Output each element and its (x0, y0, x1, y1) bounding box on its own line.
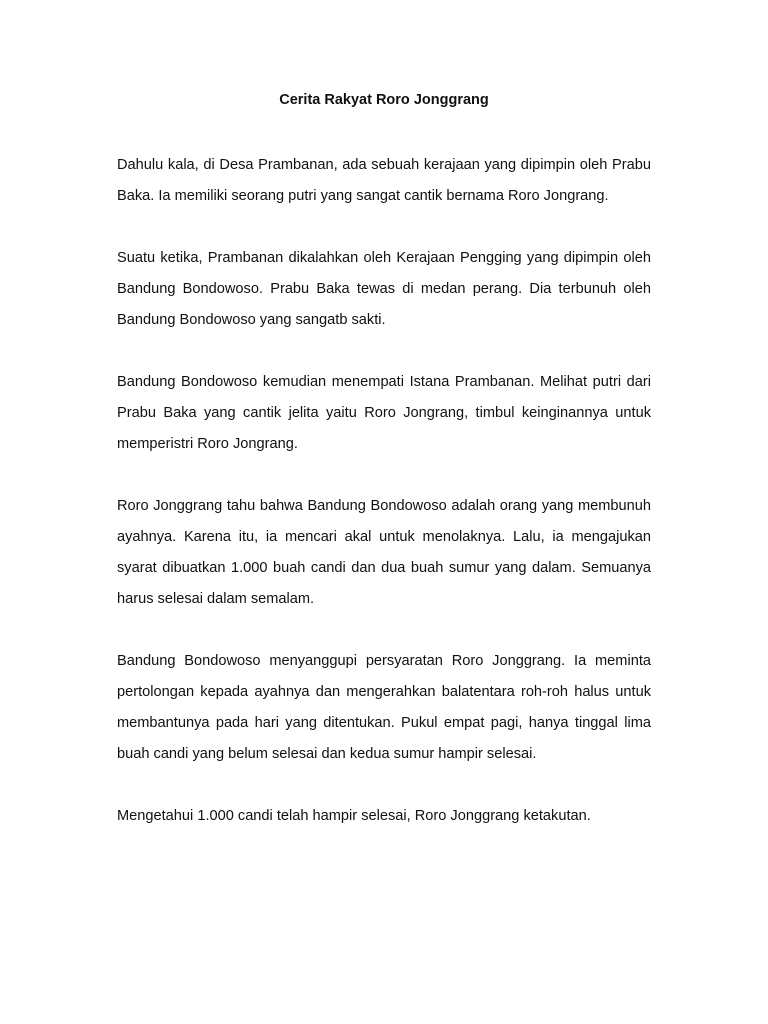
paragraph-3: Bandung Bondowoso kemudian menempati Istana Prambanan. Melihat putri dari Prabu Baka yang cantik jelita yaitu Roro Jongrang, timbul keinginannya untuk memperistri Roro Jongrang. (117, 374, 651, 452)
document-body (117, 88, 651, 832)
paragraph-5: Bandung Bondowoso menyanggupi persyaratan Roro Jonggrang. Ia meminta pertolongan kepada ayahnya dan mengerahkan balatentara roh-roh halus untuk membantunya pada hari yang ditentukan. Pukul empat pagi, hanya tinggal lima buah candi yang belum selesai dan kedua sumur hampir selesai. (117, 653, 651, 762)
document-title: Cerita Rakyat Roro Jonggrang (279, 92, 489, 108)
paragraph-1: Dahulu kala, di Desa Prambanan, ada sebuah kerajaan yang dipimpin oleh Prabu Baka. Ia memiliki seorang putri yang sangat cantik bernama Roro Jongrang. (117, 157, 651, 204)
paragraph-6: Mengetahui 1.000 candi telah hampir selesai, Roro Jonggrang ketakutan. (117, 808, 591, 824)
paragraph-4: Roro Jonggrang tahu bahwa Bandung Bondowoso adalah orang yang membunuh ayahnya. Karena itu, ia mencari akal untuk menolaknya. Lalu, ia mengajukan syarat dibuatkan 1.000 buah candi dan dua buah sumur yang dalam. Semuanya harus selesai dalam semalam. (117, 498, 651, 607)
paragraph-2: Suatu ketika, Prambanan dikalahkan oleh Kerajaan Pengging yang dipimpin oleh Bandung Bondowoso. Prabu Baka tewas di medan perang. Dia terbunuh oleh Bandung Bondowoso yang sangatb sakti. (117, 250, 651, 328)
